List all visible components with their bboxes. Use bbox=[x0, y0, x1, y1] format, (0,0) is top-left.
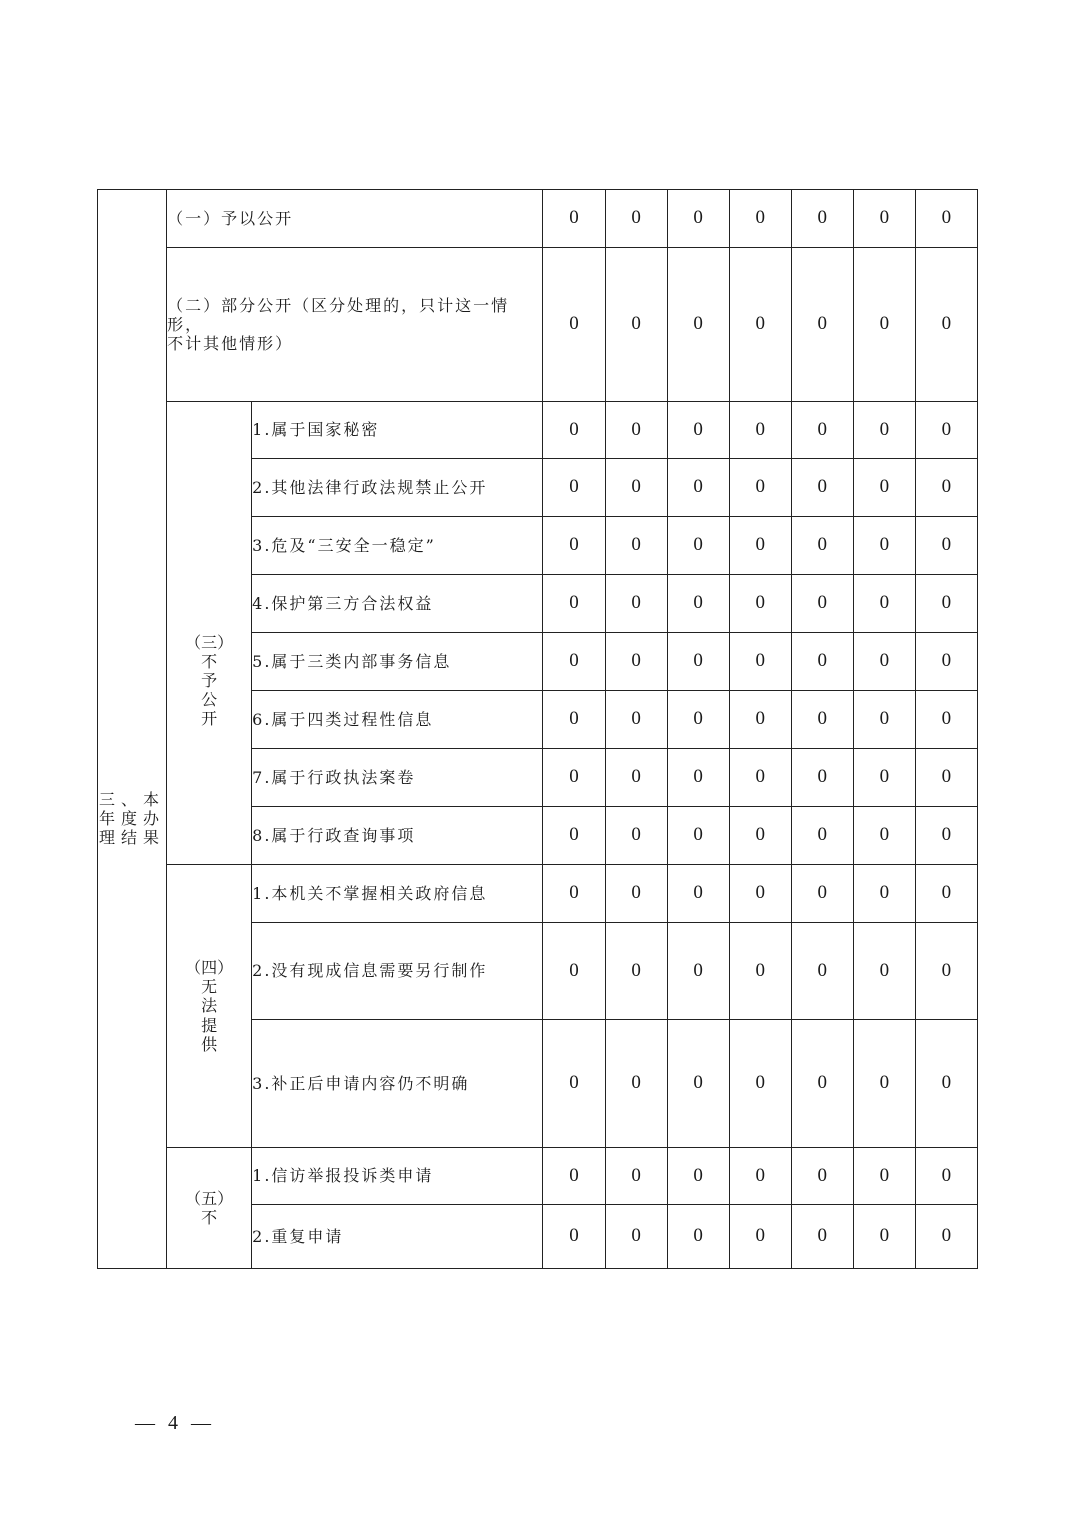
row-label bbox=[167, 248, 543, 402]
value-cell: 0 bbox=[605, 190, 667, 248]
value-cell: 0 bbox=[791, 1205, 853, 1269]
value-cell: 0 bbox=[543, 459, 605, 517]
value-cell: 0 bbox=[915, 1020, 977, 1148]
row-label: 7.属于行政执法案卷 bbox=[252, 749, 543, 807]
group-label-char: 不 bbox=[201, 651, 218, 671]
value-cell: 0 bbox=[853, 517, 915, 575]
group4-label bbox=[167, 865, 252, 1148]
value-cell: 0 bbox=[543, 749, 605, 807]
group-label-char: 无 bbox=[201, 977, 218, 997]
row-label-line: 不计其他情形） bbox=[167, 334, 294, 354]
group-label-text bbox=[185, 958, 233, 1054]
value-cell: 0 bbox=[915, 1148, 977, 1205]
value-cell: 0 bbox=[791, 633, 853, 691]
value-cell: 0 bbox=[791, 865, 853, 923]
table-row bbox=[98, 1148, 978, 1205]
group-label-char: 公 bbox=[201, 690, 218, 710]
table-row bbox=[98, 865, 978, 923]
value-cell: 0 bbox=[915, 517, 977, 575]
table-row bbox=[98, 402, 978, 459]
value-cell: 0 bbox=[853, 691, 915, 749]
value-cell: 0 bbox=[667, 807, 729, 865]
value-cell: 0 bbox=[791, 402, 853, 459]
value-cell: 0 bbox=[543, 190, 605, 248]
value-cell: 0 bbox=[729, 865, 791, 923]
value-cell: 0 bbox=[729, 575, 791, 633]
value-cell: 0 bbox=[853, 865, 915, 923]
value-cell: 0 bbox=[543, 1020, 605, 1148]
value-cell: 0 bbox=[853, 248, 915, 402]
value-cell: 0 bbox=[543, 865, 605, 923]
value-cell: 0 bbox=[853, 633, 915, 691]
value-cell: 0 bbox=[605, 402, 667, 459]
value-cell: 0 bbox=[915, 459, 977, 517]
value-cell: 0 bbox=[791, 459, 853, 517]
row-label: 5.属于三类内部事务信息 bbox=[252, 633, 543, 691]
value-cell: 0 bbox=[853, 575, 915, 633]
section-label-text bbox=[99, 790, 165, 848]
row-label: 3.补正后申请内容仍不明确 bbox=[252, 1020, 543, 1148]
group-label-char: 提 bbox=[201, 1015, 218, 1035]
results-table bbox=[97, 189, 978, 1269]
value-cell: 0 bbox=[605, 1205, 667, 1269]
value-cell: 0 bbox=[543, 248, 605, 402]
value-cell: 0 bbox=[791, 923, 853, 1020]
value-cell: 0 bbox=[791, 1148, 853, 1205]
value-cell: 0 bbox=[729, 459, 791, 517]
value-cell: 0 bbox=[605, 865, 667, 923]
value-cell: 0 bbox=[853, 1205, 915, 1269]
value-cell: 0 bbox=[667, 517, 729, 575]
value-cell: 0 bbox=[791, 575, 853, 633]
value-cell: 0 bbox=[729, 633, 791, 691]
value-cell: 0 bbox=[543, 633, 605, 691]
value-cell: 0 bbox=[915, 402, 977, 459]
value-cell: 0 bbox=[667, 1148, 729, 1205]
value-cell: 0 bbox=[791, 190, 853, 248]
value-cell: 0 bbox=[543, 1205, 605, 1269]
row-label: 8.属于行政查询事项 bbox=[252, 807, 543, 865]
value-cell: 0 bbox=[543, 691, 605, 749]
value-cell: 0 bbox=[729, 517, 791, 575]
row-label: 1.本机关不掌握相关政府信息 bbox=[252, 865, 543, 923]
value-cell: 0 bbox=[915, 691, 977, 749]
value-cell: 0 bbox=[853, 190, 915, 248]
value-cell: 0 bbox=[605, 575, 667, 633]
row-label-line: （二）部分公开（区分处理的，只计这一情形， bbox=[167, 295, 510, 334]
value-cell: 0 bbox=[605, 459, 667, 517]
value-cell: 0 bbox=[853, 749, 915, 807]
value-cell: 0 bbox=[915, 1205, 977, 1269]
group-label-char: （三） bbox=[185, 632, 234, 652]
group-label-text bbox=[185, 1189, 233, 1227]
value-cell: 0 bbox=[915, 248, 977, 402]
group-label-char: 予 bbox=[201, 670, 218, 690]
value-cell: 0 bbox=[729, 923, 791, 1020]
group-label-text bbox=[185, 633, 233, 729]
value-cell: 0 bbox=[605, 923, 667, 1020]
value-cell: 0 bbox=[915, 865, 977, 923]
section-label-line: 年度办 bbox=[99, 809, 166, 829]
value-cell: 0 bbox=[605, 1148, 667, 1205]
group-label-char: 法 bbox=[201, 996, 218, 1016]
group-label-char: 不 bbox=[201, 1208, 218, 1227]
value-cell: 0 bbox=[853, 402, 915, 459]
value-cell: 0 bbox=[543, 807, 605, 865]
value-cell: 0 bbox=[791, 749, 853, 807]
value-cell: 0 bbox=[853, 807, 915, 865]
value-cell: 0 bbox=[791, 807, 853, 865]
value-cell: 0 bbox=[667, 923, 729, 1020]
value-cell: 0 bbox=[915, 575, 977, 633]
value-cell: 0 bbox=[729, 190, 791, 248]
value-cell: 0 bbox=[667, 1205, 729, 1269]
value-cell: 0 bbox=[543, 575, 605, 633]
value-cell: 0 bbox=[667, 1020, 729, 1148]
value-cell: 0 bbox=[605, 517, 667, 575]
value-cell: 0 bbox=[729, 807, 791, 865]
group-label-char: （五） bbox=[185, 1188, 234, 1208]
value-cell: 0 bbox=[605, 633, 667, 691]
group3-label bbox=[167, 402, 252, 865]
value-cell: 0 bbox=[729, 749, 791, 807]
group5-label bbox=[167, 1148, 252, 1269]
value-cell: 0 bbox=[605, 691, 667, 749]
value-cell: 0 bbox=[605, 749, 667, 807]
value-cell: 0 bbox=[605, 248, 667, 402]
row-label: （一）予以公开 bbox=[167, 190, 543, 248]
value-cell: 0 bbox=[915, 190, 977, 248]
value-cell: 0 bbox=[729, 402, 791, 459]
value-cell: 0 bbox=[915, 923, 977, 1020]
group-label-char: （四） bbox=[185, 958, 234, 978]
value-cell: 0 bbox=[667, 248, 729, 402]
row-label: 4.保护第三方合法权益 bbox=[252, 575, 543, 633]
row-label: 2.其他法律行政法规禁止公开 bbox=[252, 459, 543, 517]
value-cell: 0 bbox=[729, 691, 791, 749]
value-cell: 0 bbox=[853, 1020, 915, 1148]
value-cell: 0 bbox=[667, 190, 729, 248]
value-cell: 0 bbox=[915, 749, 977, 807]
page-number: — 4 — bbox=[135, 1412, 215, 1434]
value-cell: 0 bbox=[915, 633, 977, 691]
value-cell: 0 bbox=[667, 633, 729, 691]
value-cell: 0 bbox=[667, 865, 729, 923]
section-label-line: 三、本 bbox=[99, 790, 166, 809]
value-cell: 0 bbox=[605, 807, 667, 865]
value-cell: 0 bbox=[667, 459, 729, 517]
value-cell: 0 bbox=[791, 1020, 853, 1148]
value-cell: 0 bbox=[729, 248, 791, 402]
value-cell: 0 bbox=[791, 691, 853, 749]
section-label bbox=[98, 190, 167, 1269]
row-label: 6.属于四类过程性信息 bbox=[252, 691, 543, 749]
value-cell: 0 bbox=[543, 402, 605, 459]
table-row bbox=[98, 248, 978, 402]
row-label: 3.危及“三安全一稳定” bbox=[252, 517, 543, 575]
value-cell: 0 bbox=[791, 517, 853, 575]
value-cell: 0 bbox=[853, 459, 915, 517]
row-label: 2.没有现成信息需要另行制作 bbox=[252, 923, 543, 1020]
value-cell: 0 bbox=[543, 517, 605, 575]
value-cell: 0 bbox=[667, 691, 729, 749]
value-cell: 0 bbox=[667, 749, 729, 807]
value-cell: 0 bbox=[729, 1020, 791, 1148]
value-cell: 0 bbox=[853, 1148, 915, 1205]
value-cell: 0 bbox=[667, 575, 729, 633]
value-cell: 0 bbox=[667, 402, 729, 459]
value-cell: 0 bbox=[915, 807, 977, 865]
value-cell: 0 bbox=[543, 923, 605, 1020]
section-label-line: 理结果 bbox=[99, 828, 166, 848]
value-cell: 0 bbox=[791, 248, 853, 402]
row-label: 1.属于国家秘密 bbox=[252, 402, 543, 459]
group-label-char: 供 bbox=[201, 1034, 218, 1054]
table-row bbox=[98, 190, 978, 248]
value-cell: 0 bbox=[543, 1148, 605, 1205]
group-label-char: 开 bbox=[201, 709, 218, 729]
row-label: 2.重复申请 bbox=[252, 1205, 543, 1269]
value-cell: 0 bbox=[729, 1205, 791, 1269]
value-cell: 0 bbox=[729, 1148, 791, 1205]
row-label: 1.信访举报投诉类申请 bbox=[252, 1148, 543, 1205]
value-cell: 0 bbox=[853, 923, 915, 1020]
value-cell: 0 bbox=[605, 1020, 667, 1148]
